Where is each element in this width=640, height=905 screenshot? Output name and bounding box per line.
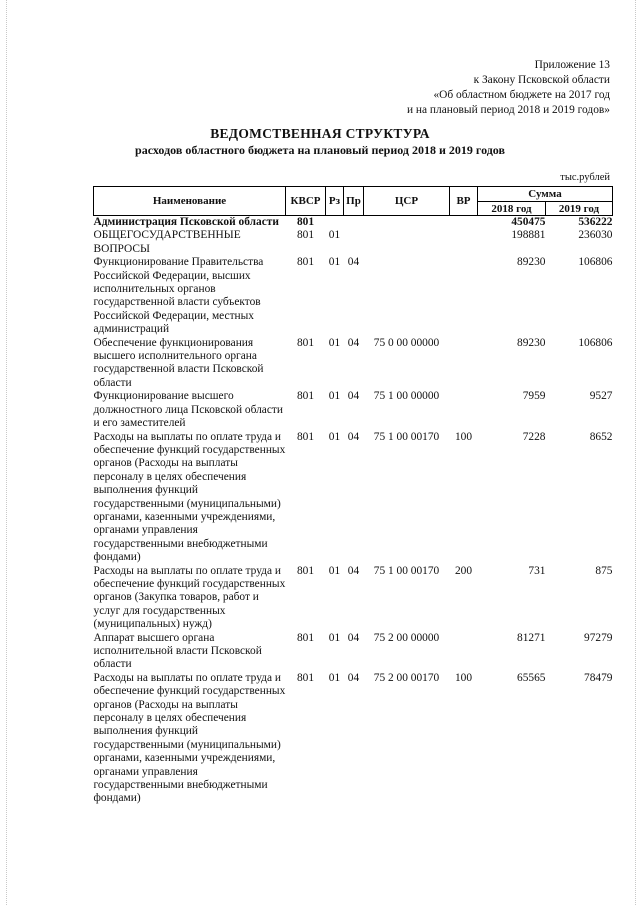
cell-csr: 75 1 00 00170: [373, 430, 440, 443]
appendix-line-3: «Об областном бюджете на 2017 год: [433, 89, 610, 101]
cell-name: Функционирование высшего должностного лица Псковской области и его заместителей: [93, 390, 283, 430]
header-name: Наименование: [94, 187, 286, 216]
cell-rz: 01: [328, 564, 341, 577]
appendix-line-2: к Закону Псковской области: [473, 74, 610, 86]
cell-csr: [364, 229, 450, 256]
cell-kvsr: 801: [296, 430, 315, 443]
cell-y2019: 8652: [589, 430, 613, 443]
cell-pr: 04: [347, 430, 360, 443]
cell-name: ОБЩЕГОСУДАРСТВЕННЫЕ ВОПРОСЫ: [93, 229, 241, 255]
document-title: [0, 125, 640, 158]
cell-kvsr: 801: [296, 336, 315, 349]
cell-kvsr: 801: [296, 631, 315, 644]
cell-csr: 75 2 00 00000: [373, 631, 440, 644]
cell-csr: 75 1 00 00170: [373, 564, 440, 577]
cell-y2019: 78479: [584, 671, 613, 684]
cell-vr: 100: [454, 671, 473, 684]
table-row: [94, 565, 613, 632]
cell-rz: [326, 216, 344, 230]
cell-y2019: 236030: [578, 229, 613, 242]
cell-rz: 01: [328, 430, 341, 443]
table-header: [94, 187, 613, 216]
cell-csr: [364, 256, 450, 336]
cell-pr: [344, 216, 364, 230]
cell-vr: [450, 390, 478, 430]
cell-y2019: 9527: [589, 390, 613, 403]
cell-pr: 04: [347, 564, 360, 577]
appendix-line-1: Приложение 13: [534, 59, 610, 71]
cell-y2018: 450475: [511, 216, 546, 228]
cell-rz: 01: [328, 631, 341, 644]
cell-rz: 01: [328, 390, 341, 403]
cell-vr: 200: [454, 564, 473, 577]
header-2019: 2019 год: [546, 202, 613, 216]
cell-pr: 04: [347, 336, 360, 349]
cell-rz: 01: [328, 671, 341, 684]
cell-y2019: 97279: [584, 631, 613, 644]
cell-pr: [344, 229, 364, 256]
cell-pr: 04: [347, 256, 360, 269]
appendix-line-4: и на плановый период 2018 и 2019 годов»: [406, 104, 610, 116]
cell-rz: 01: [328, 229, 341, 242]
cell-vr: [450, 229, 478, 256]
header-rz: Рз: [326, 187, 344, 216]
cell-rz: 01: [328, 256, 341, 269]
cell-y2018: 81271: [517, 631, 546, 644]
cell-vr: [450, 632, 478, 672]
table-row: [94, 390, 613, 430]
table-row: [94, 337, 613, 391]
cell-pr: 04: [347, 671, 360, 684]
cell-name: Расходы на выплаты по оплате труда и обеспечение функций государственных органов (Расходы на выплаты персоналу в целях обеспечения выполнения функций государственными (муниципальными) органами, казенными учреждениями, органами управления государственными внебюджетными фондами): [93, 671, 286, 805]
header-csr: ЦСР: [364, 187, 450, 216]
title-line-2: расходов областного бюджета на плановый период 2018 и 2019 годов: [135, 143, 505, 157]
cell-y2018: 198881: [511, 229, 546, 242]
table-row: [94, 632, 613, 672]
table-row: [94, 256, 613, 336]
cell-y2018: 89230: [517, 256, 546, 269]
cell-y2019: 106806: [578, 256, 613, 269]
cell-y2018: 89230: [517, 336, 546, 349]
cell-y2018: 65565: [517, 671, 546, 684]
cell-kvsr: 801: [296, 390, 315, 403]
units-label: тыс.рублей: [560, 172, 610, 183]
cell-csr: 75 2 00 00170: [373, 671, 440, 684]
cell-kvsr: 801: [296, 229, 315, 242]
cell-kvsr: 801: [296, 216, 315, 228]
cell-kvsr: 801: [296, 256, 315, 269]
cell-csr: 75 1 00 00000: [373, 390, 440, 403]
cell-y2019: 875: [595, 564, 613, 577]
cell-name: Функционирование Правительства Российской Федерации, высших исполнительных органов государственной власти субъектов Российской Федерации, местных администраций: [93, 256, 264, 336]
header-sum: Сумма: [478, 187, 613, 202]
table-row: [94, 672, 613, 806]
title-line-1: ВЕДОМСТВЕННАЯ СТРУКТУРА: [210, 126, 430, 141]
cell-csr: 75 0 00 00000: [373, 336, 440, 349]
cell-pr: 04: [347, 390, 360, 403]
cell-y2018: 731: [528, 564, 546, 577]
appendix-reference: [407, 58, 610, 118]
cell-y2019: 536222: [578, 216, 613, 228]
cell-name: Администрация Псковской области: [93, 216, 279, 228]
header-2018: 2018 год: [478, 202, 546, 216]
cell-kvsr: 801: [296, 564, 315, 577]
header-pr: Пр: [344, 187, 364, 216]
cell-y2018: 7228: [522, 430, 546, 443]
cell-vr: [450, 337, 478, 391]
table-row: [94, 431, 613, 565]
cell-vr: [450, 256, 478, 336]
header-kvsr: КВСР: [286, 187, 326, 216]
header-vr: ВР: [450, 187, 478, 216]
cell-y2018: 7959: [522, 390, 546, 403]
cell-vr: [450, 216, 478, 230]
cell-name: Обеспечение функционирования высшего исполнительного органа государственной власти Псковской области: [93, 336, 264, 389]
budget-table: [93, 186, 613, 806]
cell-y2019: 106806: [578, 336, 613, 349]
cell-csr: [364, 216, 450, 230]
cell-pr: 04: [347, 631, 360, 644]
cell-name: Расходы на выплаты по оплате труда и обеспечение функций государственных органов (Расходы на выплаты персоналу в целях обеспечения выполнения функций государственными (муниципальными) органами, казенными учреждениями, органами управления государственными внебюджетными фондами): [93, 430, 286, 564]
table-row: [94, 229, 613, 256]
table-body: [94, 216, 613, 806]
cell-rz: 01: [328, 336, 341, 349]
cell-name: Аппарат высшего органа исполнительной власти Псковской области: [93, 631, 262, 671]
cell-vr: 100: [454, 430, 473, 443]
table-row: [94, 216, 613, 230]
cell-kvsr: 801: [296, 671, 315, 684]
cell-name: Расходы на выплаты по оплате труда и обеспечение функций государственных органов (Закупка товаров, работ и услуг для государственных (муниципальных) нужд): [93, 564, 286, 631]
